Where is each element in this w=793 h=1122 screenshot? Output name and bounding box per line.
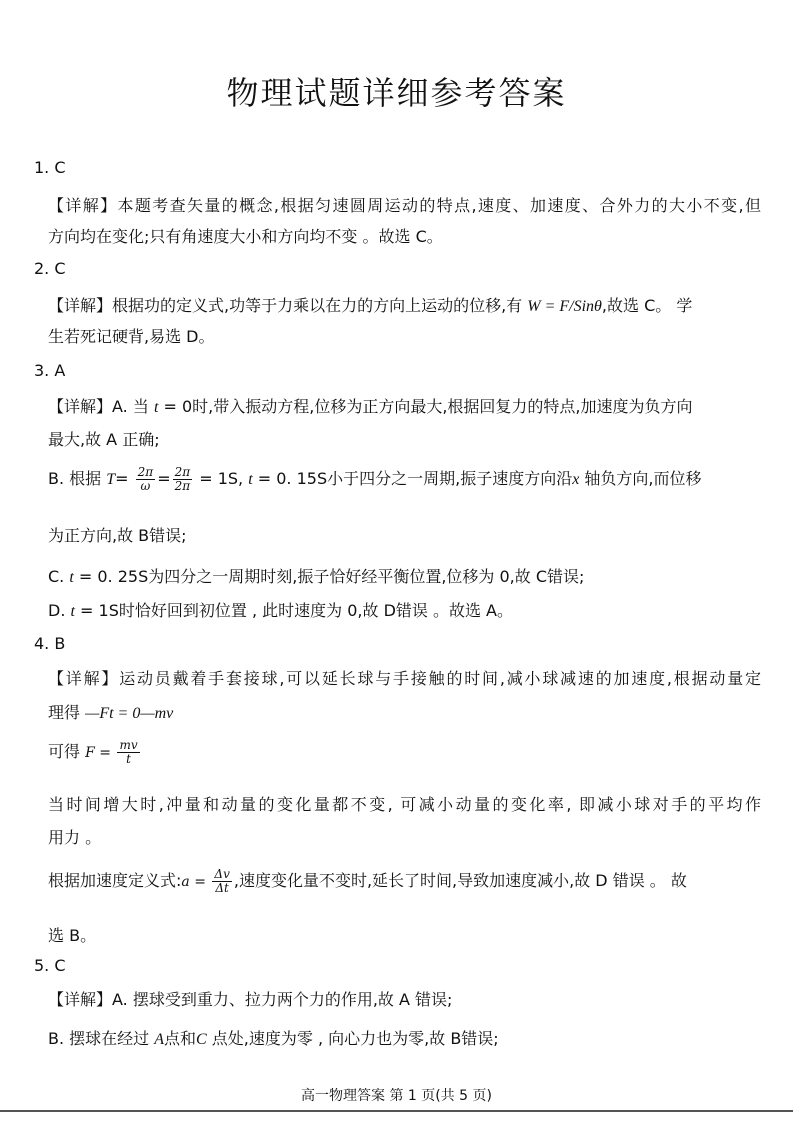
answer-4: 4. B bbox=[34, 634, 66, 653]
q3-b-eq2: = bbox=[157, 469, 171, 488]
q3-b-end: 轴负方向,而位移 bbox=[579, 469, 702, 488]
q4-frac-num: mv bbox=[119, 738, 138, 752]
q3-b-x: x bbox=[572, 471, 580, 488]
page-title: 物理试题详细参考答案 bbox=[226, 74, 567, 112]
q2-detail-text-a: 【详解】根据功的定义式,功等于力乘以在力的方向上运动的位移,有 bbox=[48, 296, 528, 315]
q4-detail-line-5: 用力 。 bbox=[48, 828, 102, 847]
q4-l6-rest: ,速度变化量不变时,延长了时间,导致加速度减小,故 D 错误 。 故 bbox=[233, 871, 687, 890]
q3-d-t: t bbox=[70, 603, 75, 620]
q4-accel-den: Δt bbox=[215, 881, 229, 895]
q3-option-d bbox=[48, 601, 513, 622]
q4-l3-F: F bbox=[85, 745, 95, 761]
q3-b-t: t bbox=[248, 471, 253, 488]
q4-l3-prefix: 可得 bbox=[48, 742, 86, 761]
q4-accel-num: Δv bbox=[214, 867, 230, 881]
q3-b-fraction-2 bbox=[173, 466, 193, 493]
q4-detail-line-2 bbox=[48, 703, 173, 724]
q4-detail-line-7: 选 B。 bbox=[48, 926, 97, 945]
q3-b-T: T bbox=[106, 471, 116, 488]
q5-b-point-a: A bbox=[154, 1031, 165, 1048]
q2-detail-line-1 bbox=[48, 296, 692, 317]
q4-detail-line-3 bbox=[48, 739, 142, 766]
answer-5: 5. C bbox=[34, 956, 66, 975]
q3-a-t: t bbox=[153, 399, 159, 416]
q3-option-a-line-2: 最大,故 A 正确; bbox=[48, 430, 160, 449]
q3-b-fraction-1 bbox=[136, 466, 156, 493]
q3-option-b-line-1 bbox=[48, 466, 702, 493]
q4-detail-line-6 bbox=[48, 868, 687, 895]
q3-d-prefix: D. bbox=[48, 601, 71, 620]
answer-2: 2. C bbox=[34, 259, 66, 278]
page-footer: 高一物理答案 第 1 页(共 5 页) bbox=[301, 1088, 492, 1104]
q3-b-rest: = 0. 15S小于四分之一周期,振子速度方向沿 bbox=[252, 469, 573, 488]
answer-1: 1. C bbox=[34, 158, 66, 177]
q3-b-frac2-den: 2π bbox=[174, 479, 191, 493]
q4-frac-den: t bbox=[126, 752, 131, 766]
answer-3: 3. A bbox=[34, 361, 66, 380]
q4-detail-line-4: 当时间增大时,冲量和动量的变化量都不变, 可减小动量的变化率, 即减小球对手的平均作 bbox=[48, 795, 761, 814]
q3-c-prefix: C. bbox=[48, 567, 70, 586]
q5-option-a: 【详解】A. 摆球受到重力、拉力两个力的作用,故 A 错误; bbox=[48, 990, 453, 1009]
q3-b-prefix: B. 根据 bbox=[48, 469, 107, 488]
q1-detail-line-1: 【详解】本题考查矢量的概念,根据匀速圆周运动的特点,速度、加速度、合外力的大小不变,但 bbox=[48, 196, 761, 215]
q5-b-mid: 点和 bbox=[164, 1029, 197, 1048]
q4-force-fraction bbox=[117, 739, 139, 766]
q1-detail-line-2: 方向均在变化;只有角速度大小和方向均不变 。故选 C。 bbox=[48, 227, 443, 246]
q5-b-prefix: B. 摆球在经过 bbox=[48, 1029, 155, 1048]
q4-momentum-formula: —Ft = 0—mv bbox=[85, 705, 174, 722]
q3-option-b-line-2: 为正方向,故 B错误; bbox=[48, 526, 187, 545]
q4-l3-eq: = bbox=[94, 745, 116, 761]
q5-option-b bbox=[48, 1029, 499, 1050]
q3-b-eq1: = bbox=[115, 469, 134, 488]
q4-l2-prefix: 理得 bbox=[48, 703, 86, 722]
q3-b-mid: = 1S, bbox=[194, 469, 249, 488]
q4-l6-prefix: 根据加速度定义式: bbox=[48, 871, 182, 890]
q2-work-formula: W = F/Sinθ bbox=[527, 298, 602, 315]
q3-d-rest: = 1S时恰好回到初位置 , 此时速度为 0,故 D错误 。故选 A。 bbox=[74, 601, 514, 620]
q4-l6-eq: = bbox=[189, 874, 211, 890]
bottom-divider bbox=[0, 1110, 793, 1112]
q3-c-t: t bbox=[69, 569, 74, 586]
q3-option-a-line-1 bbox=[48, 397, 693, 418]
q4-detail-line-1: 【详解】运动员戴着手套接球,可以延长球与手接触的时间,减小球减速的加速度,根据动量定 bbox=[48, 669, 761, 688]
q2-detail-line-2: 生若死记硬背,易选 D。 bbox=[48, 327, 215, 346]
q3-a-prefix: 【详解】A. 当 bbox=[48, 397, 154, 416]
q2-detail-text-b: ,故选 C。 学 bbox=[601, 296, 693, 315]
q4-l6-a: a bbox=[181, 874, 190, 890]
q3-a-text: = 0时,带入振动方程,位移为正方向最大,根据回复力的特点,加速度为负方向 bbox=[158, 397, 693, 416]
q5-b-point-c: C bbox=[196, 1031, 207, 1048]
q5-b-rest: 点处,速度为零 , 向心力也为零,故 B错误; bbox=[206, 1029, 499, 1048]
q3-b-frac2-num: 2π bbox=[174, 465, 191, 479]
q3-option-c bbox=[48, 567, 584, 588]
q4-accel-fraction bbox=[212, 868, 231, 895]
q3-b-frac1-den: ω bbox=[140, 479, 151, 493]
q3-c-rest: = 0. 25S为四分之一周期时刻,振子恰好经平衡位置,位移为 0,故 C错误; bbox=[73, 567, 585, 586]
q3-b-frac1-num: 2π bbox=[137, 465, 154, 479]
